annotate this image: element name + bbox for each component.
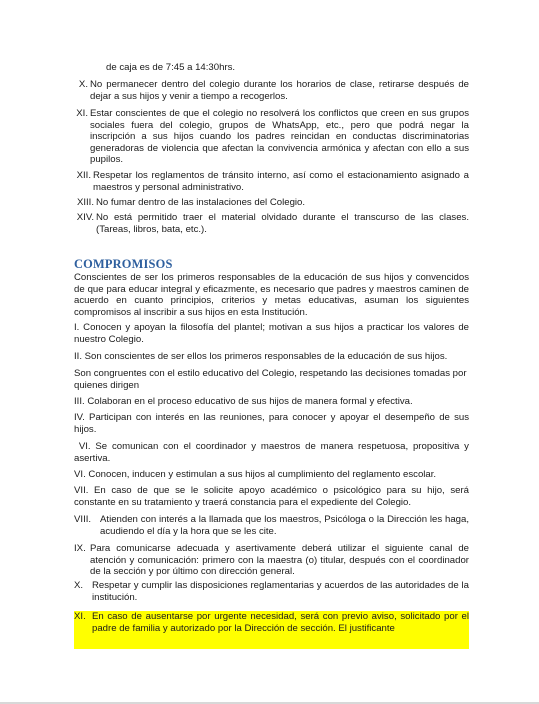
item-text: Atienden con interés a la llamada que los maestros, Psicóloga o la Dirección les haga, acudiendo el día y la hora que se les cite. — [100, 514, 469, 537]
rule-number: XII. — [76, 170, 91, 181]
commitment-paragraph: VI. Se comunican con el coordinador y maestros de manera respetuosa, propositiva y asertiva. — [74, 441, 472, 464]
item-number: XI. — [74, 611, 86, 622]
rule-text: Estar conscientes de que el colegio no resolverá los conflictos que creen en sus grupos sociales fuera del colegio, grupos de WhatsApp, etc., pero que podrá negar la inscripción a sus hijos cuando los padres reincidan en conductas discriminatorias generadoras de violencia que afectan la convivencia armónica y afectan con ello a sus pupilos. — [90, 108, 469, 166]
rule-item-xiii — [74, 197, 469, 209]
intro-paragraph: Conscientes de ser los primeros responsables de la educación de sus hijos y convencidos de que para educar integral y eficazmente, es necesario que padres y maestros caminen de acuerdo en cuanto principios, criterios y metas educativas, asuman los siguientes compromisos al inscribir a sus hijos en esta Institución. — [74, 272, 469, 318]
commitment-paragraph: III. Colaboran en el proceso educativo de sus hijos de manera formal y efectiva. — [74, 396, 413, 407]
rule-number: XIV. — [76, 212, 94, 223]
rule-text: No fumar dentro de las instalaciones del Colegio. — [96, 197, 306, 208]
commitment-paragraph: VII. En caso de que se le solicite apoyo académico o psicológico para su hijo, será constante en su tratamiento y traerá constancia para el expediente del Colegio. — [74, 485, 469, 508]
commitment-item-x — [74, 580, 469, 606]
rule-item-xii — [74, 170, 469, 194]
item-text: Para comunicarse adecuada y asertivamente deberá utilizar el siguiente canal de atención y comunicación: primero con la maestra (o) titular, después con el coordinador de la sección y por último con dirección general. — [90, 543, 469, 578]
commitment-paragraph: IV. Participan con interés en las reuniones, para conocer y apoyar el desempeño de sus hijos. — [74, 412, 469, 435]
item-number: X. — [74, 580, 84, 591]
rule-text: No está permitido traer el material olvidado durante el transcurso de las clases. (Tareas, libros, bata, etc.). — [96, 212, 469, 235]
commitment-paragraph: II. Son conscientes de ser ellos los primeros responsables de la educación de sus hijos. — [74, 351, 448, 362]
section-heading: COMPROMISOS — [74, 257, 173, 271]
rule-number: XIII. — [76, 197, 94, 208]
rule-item-xiv — [74, 212, 469, 236]
rule-number: XI. — [76, 108, 88, 119]
item-text: Respetar y cumplir las disposiciones reglamentarias y acuerdos de las autoridades de la institución. — [92, 580, 469, 603]
commitment-item-xi — [74, 611, 469, 649]
rule-item-xi — [74, 108, 469, 166]
item-number: VIII. — [74, 514, 92, 525]
item-number: IX. — [74, 543, 86, 554]
rule-item-x — [74, 79, 469, 103]
item-text: En caso de ausentarse por urgente necesidad, será con previo aviso, solicitado por el padre de familia y autorizado por la Dirección de sección. El justificante — [92, 611, 469, 634]
commitment-paragraph: I. Conocen y apoyan la filosofía del plantel; motivan a sus hijos a practicar los valores de nuestro Colegio. — [74, 322, 469, 345]
rule-number: X. — [78, 79, 88, 90]
commitment-item-ix — [74, 543, 469, 579]
commitment-item-viii — [74, 514, 469, 538]
top-fragment: de caja es de 7:45 a 14:30hrs. — [106, 62, 236, 73]
rule-text: No permanecer dentro del colegio durante los horarios de clase, retirarse después de dejar a sus hijos y venir a tiempo a recogerlos. — [90, 79, 469, 102]
rule-text: Respetar los reglamentos de tránsito interno, así como el estacionamiento asignado a maestros y personal administrativo. — [93, 170, 469, 193]
commitment-paragraph: Son congruentes con el estilo educativo del Colegio, respetando las decisiones tomadas por quienes dirigen — [74, 368, 467, 391]
commitment-paragraph: VI. Conocen, inducen y estimulan a sus hijos al cumplimiento del reglamento escolar. — [74, 469, 437, 480]
